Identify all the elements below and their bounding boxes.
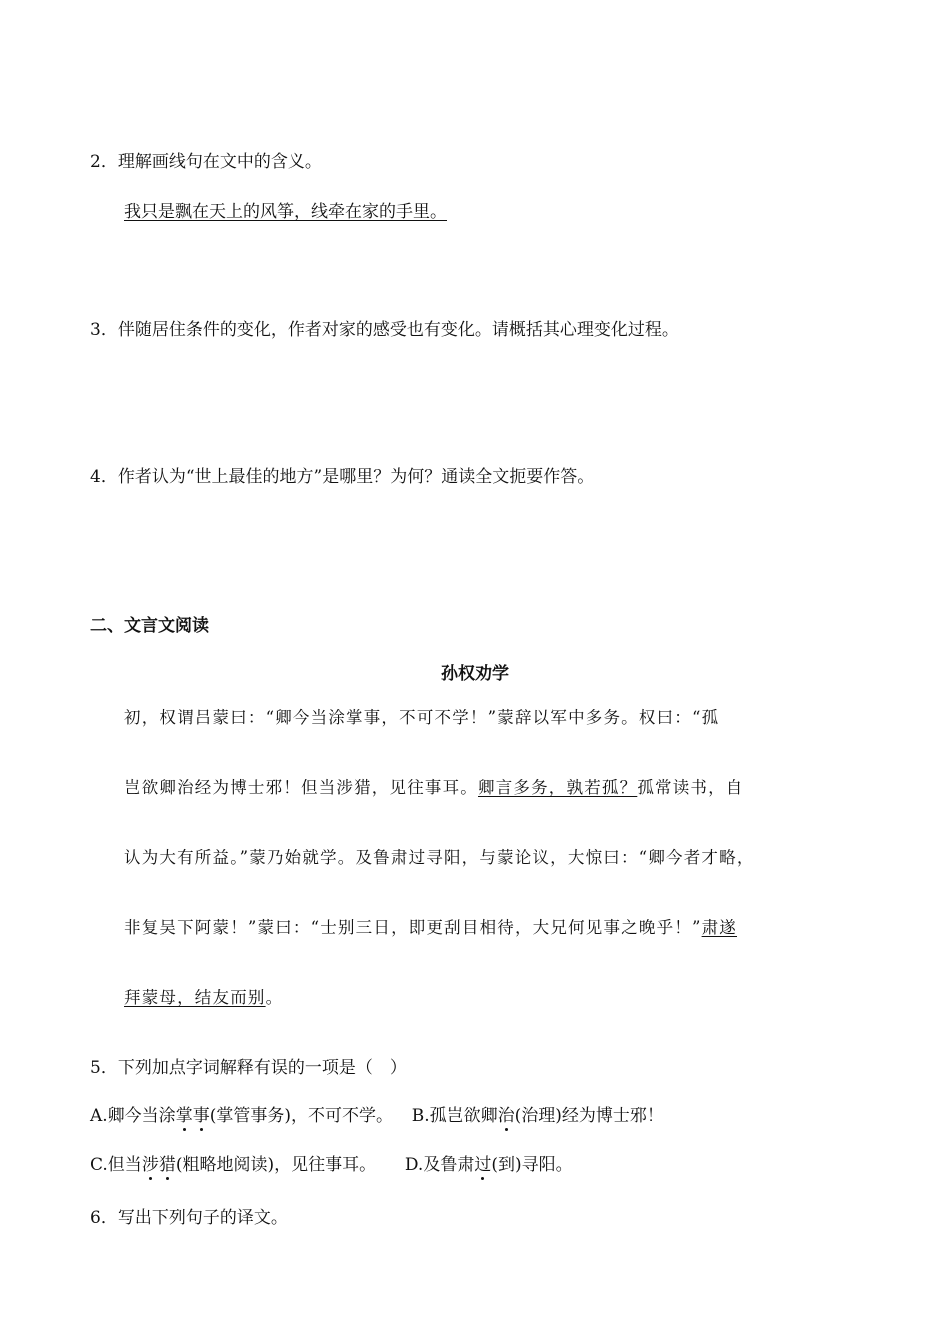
option-text: A.卿今当涂 — [90, 1106, 176, 1126]
option-text: B.孤岂欲卿 — [411, 1106, 498, 1126]
passage-text: 非复吴下阿蒙！”蒙曰：“士别三日，即更刮目相待，大兄何见事之晚乎！” — [124, 918, 702, 937]
question-4: 4．作者认为“世上最佳的地方”是哪里？为何？通读全文扼要作答。 — [90, 467, 595, 487]
option-a-b-row — [90, 1104, 664, 1128]
dotted-char: 事 — [192, 1106, 210, 1126]
underlined-sentence: 卿言多务，孰若孤？ — [478, 778, 638, 797]
option-d — [405, 1155, 573, 1175]
question-5: 5．下列加点字词解释有误的一项是（ ） — [90, 1058, 407, 1078]
option-text: C.但当 — [90, 1155, 142, 1175]
option-c — [90, 1155, 376, 1175]
passage-text: 孤常读书，自 — [637, 778, 744, 797]
dotted-char: 猎 — [158, 1155, 176, 1175]
option-b — [412, 1106, 664, 1126]
passage-line-5 — [124, 986, 283, 1010]
passage-title: 孙权劝学 — [441, 664, 509, 684]
section-heading: 二、文言文阅读 — [90, 616, 209, 636]
option-c-d-row — [90, 1153, 573, 1177]
passage-text: 。 — [265, 988, 284, 1007]
question-2: 2．理解画线句在文中的含义。 — [90, 152, 322, 172]
option-text: (掌管事务)，不可不学。 — [209, 1106, 393, 1126]
option-a — [90, 1106, 393, 1126]
passage-text: 岂欲卿治经为博士邪！但当涉猎，见往事耳。 — [124, 778, 478, 797]
dotted-char: 掌 — [175, 1106, 193, 1126]
dotted-char: 涉 — [141, 1155, 159, 1175]
passage-line-2 — [124, 776, 744, 800]
option-text: D.及鲁肃 — [404, 1155, 475, 1175]
dotted-char: 治 — [497, 1106, 515, 1126]
underlined-quote: 我只是飘在天上的风筝，线牵在家的手里。 — [124, 202, 447, 222]
option-text: (治理)经为博士邪！ — [514, 1106, 664, 1126]
option-text: (到)寻阳。 — [491, 1155, 573, 1175]
question-6: 6．写出下列句子的译文。 — [90, 1208, 288, 1228]
underlined-sentence: 肃遂 — [701, 918, 738, 937]
passage-line-1: 初，权谓吕蒙曰：“卿今当涂掌事，不可不学！”蒙辞以军中多务。权曰：“孤 — [124, 708, 720, 727]
question-3: 3．伴随居住条件的变化，作者对家的感受也有变化。请概括其心理变化过程。 — [90, 320, 679, 340]
underlined-sentence: 拜蒙母，结友而别 — [124, 988, 266, 1007]
passage-line-4 — [124, 916, 737, 940]
passage-line-3: 认为大有所益。”蒙乃始就学。及鲁肃过寻阳，与蒙论议，大惊曰：“卿今者才略， — [124, 848, 755, 867]
dotted-char: 过 — [474, 1155, 492, 1175]
option-text: (粗略地阅读)，见往事耳。 — [175, 1155, 377, 1175]
